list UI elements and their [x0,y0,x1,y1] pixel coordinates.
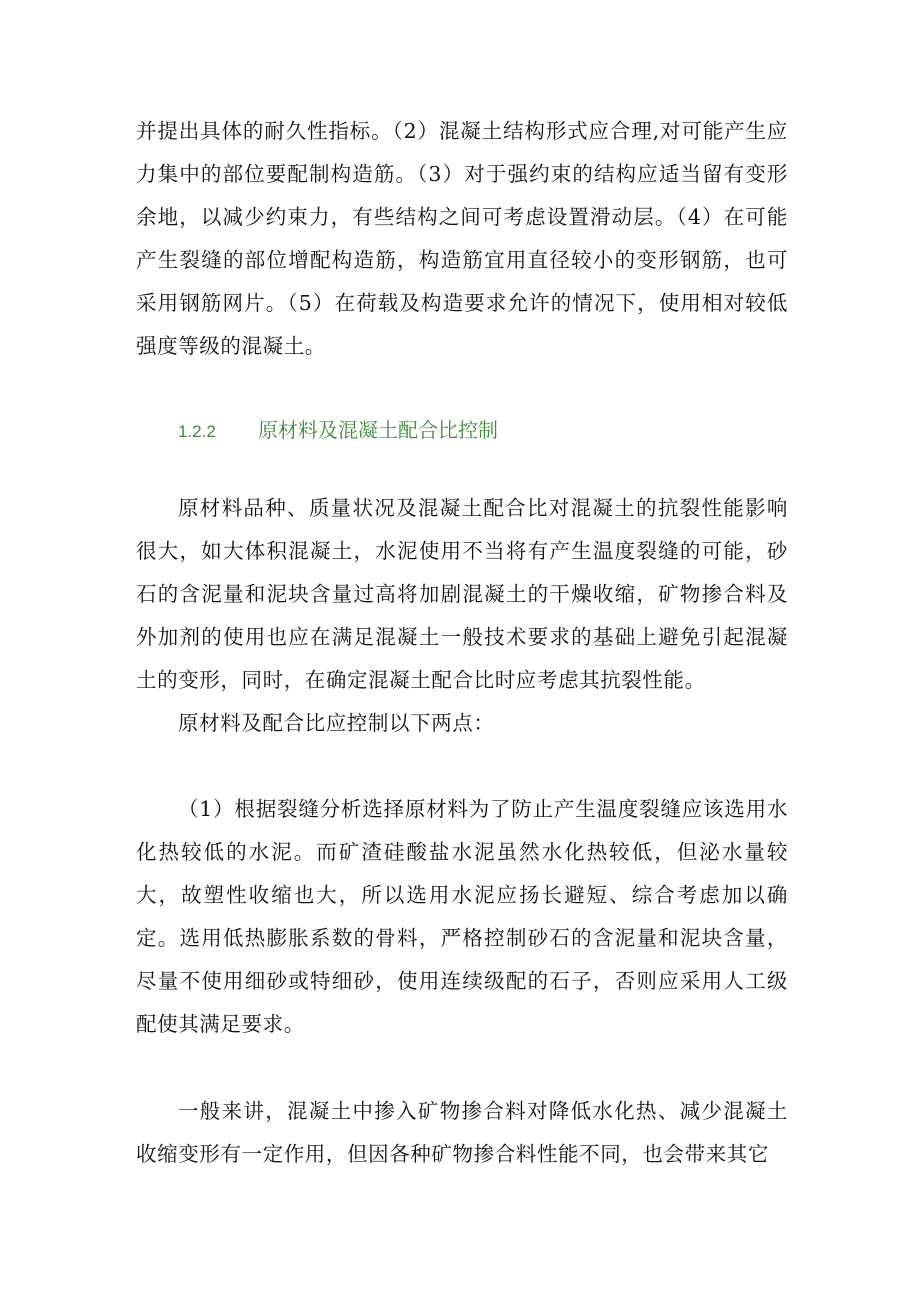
paragraph-design-measures: 并提出具体的耐久性指标。（2）混凝土结构形式应合理,对可能产生应力集中的部位要配制构造筋。（3）对于强约束的结构应适当留有变形余地，以减少约束力，有些结构之间可考虑设置滑动层。（4）在可能产生裂缝的部位增配构造筋，构造筋宜用直径较小的变形钢筋，也可采用钢筋网片。（5）在荷载及构造要求允许的情况下，使用相对较低强度等级的混凝土。 [136,119,788,358]
paragraph-point-1: （1）根据裂缝分析选择原材料为了防止产生温度裂缝应该选用水化热较低的水泥。而矿渣硅酸盐水泥虽然水化热较低，但泌水量较大，故塑性收缩也大，所以选用水泥应扬长避短、综合考虑加以确定。选用低热膨胀系数的骨料，严格控制砂石的含泥量和泥块含量，尽量不使用细砂或特细砂，使用连续级配的石子，否则应采用人工级配使其满足要求。 [136,797,788,1036]
section-number: 1.2.2 [178,422,216,441]
section-heading [178,410,498,452]
paragraph-control-points: 原材料及配合比应控制以下两点： [178,711,495,735]
section-title: 原材料及混凝土配合比控制 [258,418,498,442]
paragraph-mineral-admixture: 一般来讲，混凝土中掺入矿物掺合料对降低水化热、减少混凝土收缩变形有一定作用，但因各种矿物掺合料性能不同，也会带来其它 [136,1099,788,1166]
paragraph-materials-intro: 原材料品种、质量状况及混凝土配合比对混凝土的抗裂性能影响很大，如大体积混凝土，水泥使用不当将有产生温度裂缝的可能，砂石的含泥量和泥块含量过高将加剧混凝土的干燥收缩，矿物掺合料及外加剂的使用也应在满足混凝土一般技术要求的基础上避免引起混凝土的变形，同时，在确定混凝土配合比时应考虑其抗裂性能。 [136,496,788,692]
